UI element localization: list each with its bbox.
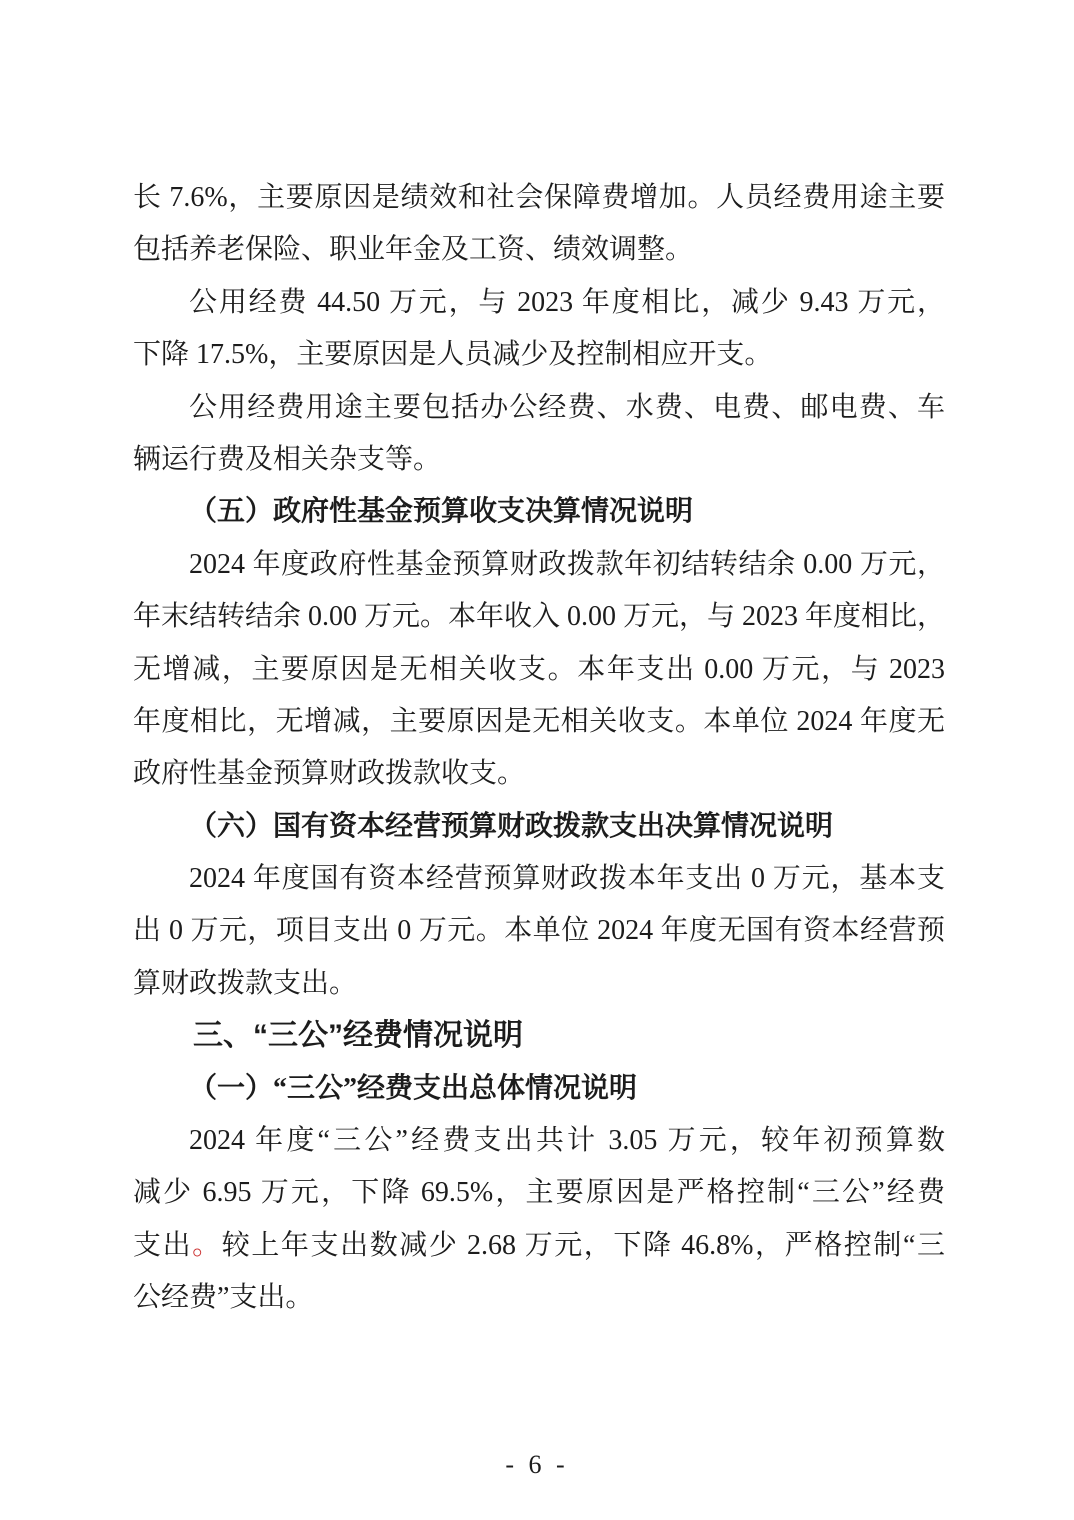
text-line: 长 7.6%，主要原因是绩效和社会保障费增加。人员经费用途主要 bbox=[133, 182, 945, 213]
text-line: 下降 17.5%，主要原因是人员减少及控制相应开支。 bbox=[133, 339, 773, 371]
text-line: 公用经费 44.50 万元，与 2023 年度相比，减少 9.43 万元， bbox=[189, 286, 945, 318]
text-line: 公用经费用途主要包括办公经费、水费、电费、邮电费、车 bbox=[189, 391, 945, 423]
subsection-heading-1: （一）“三公”经费支出总体情况说明 bbox=[189, 1072, 638, 1104]
text-line: 无增减，主要原因是无相关收支。本年支出 0.00 万元，与 2023 bbox=[133, 653, 945, 685]
text-line: 年度相比，无增减，主要原因是无相关收支。本单位 2024 年度无 bbox=[133, 705, 945, 737]
text-line: 算财政拨款支出。 bbox=[133, 967, 358, 999]
text-line: 2024 年度政府性基金预算财政拨款年初结转结余 0.00 万元， bbox=[189, 548, 945, 580]
text-line: 2024 年度国有资本经营预算财政拨本年支出 0 万元，基本支 bbox=[189, 863, 945, 895]
text-line: 政府性基金预算财政拨款收支。 bbox=[133, 758, 526, 790]
text-line: 年末结转结余 0.00 万元。本年收入 0.00 万元，与 2023 年度相比， bbox=[133, 601, 946, 633]
text-line: 公经费”支出。 bbox=[133, 1282, 314, 1314]
text-segment: 支出 bbox=[133, 1229, 193, 1261]
text-line: 包括养老保险、职业年金及工资、绩效调整。 bbox=[133, 234, 694, 266]
section-heading-5: （五）政府性基金预算收支决算情况说明 bbox=[189, 496, 694, 528]
section-heading-6: （六）国有资本经营预算财政拨款支出决算情况说明 bbox=[189, 810, 834, 842]
page-number: - 6 - bbox=[505, 1450, 569, 1479]
text-line: 2024 年度“三公”经费支出共计 3.05 万元，较年初预算数 bbox=[189, 1125, 945, 1157]
text-line-with-red-period bbox=[133, 1220, 945, 1272]
chapter-heading-three-gong: 三、“三公”经费情况说明 bbox=[193, 1019, 523, 1053]
text-segment: 较上年支出数减少 2.68 万元，下降 46.8%，严格控制“三 bbox=[221, 1229, 945, 1261]
text-line: 辆运行费及相关杂支等。 bbox=[133, 443, 442, 475]
document-body bbox=[133, 172, 945, 1325]
red-period: 。 bbox=[192, 1229, 222, 1261]
text-line: 减少 6.95 万元，下降 69.5%，主要原因是严格控制“三公”经费 bbox=[133, 1177, 945, 1209]
text-line: 出 0 万元，项目支出 0 万元。本单位 2024 年度无国有资本经营预 bbox=[133, 915, 945, 947]
